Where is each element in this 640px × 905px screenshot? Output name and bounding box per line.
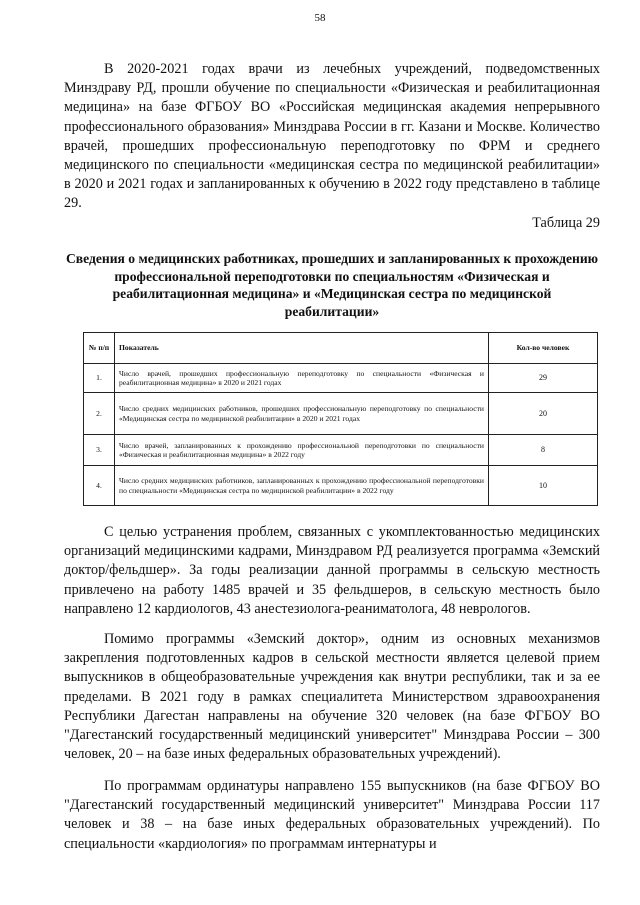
- row-num: 2.: [84, 393, 115, 435]
- page-number: 58: [314, 12, 326, 24]
- table-label: Таблица 29: [532, 215, 600, 231]
- paragraph-zemsky-program: С целью устранения проблем, связанных с укомплектованностью медицинских организаций медицинскими кадрами, Минздравом РД реализуется программа «Земский доктор/фельдшер». За годы реализации данной программы в сельскую местность привлечено на работу 1485 врачей и 35 фельдшеров, в сельскую местность было направлено 12 кардиологов, 43 анестезиолога-реаниматолога, 48 неврологов.: [64, 524, 600, 617]
- paragraph-residency: По программам ординатуры направлено 155 выпускников (на базе ФГБОУ ВО "Дагестанский государственный медицинский университет" Минздрава России 117 человек и 38 – на базе иных федеральных образовательных учреждений). По специальности «кардиология» по программам интернатуры и: [64, 778, 600, 852]
- header-count: Кол-во человек: [489, 333, 598, 364]
- header-indicator: Показатель: [115, 333, 489, 364]
- paragraph-intro: В 2020-2021 годах врачи из лечебных учреждений, подведомственных Минздраву РД, прошли обучение по специальности «Физическая и реабилитационная медицина» на базе ФГБОУ ВО «Российская медицинская академия непрерывного профессионального образования» Минздрава России в гг. Казани и Москве. Количество врачей, прошедших профессиональную переподготовку по ФРМ и среднего медицинского по специальности «медицинская сестра по медицинской реабилитации» в 2020 и 2021 годах и запланированных к обучению в 2022 году представлено в таблице 29.: [64, 61, 600, 212]
- retraining-table: [83, 332, 598, 506]
- table-row: [84, 364, 598, 393]
- row-indicator: Число врачей, прошедших профессиональную переподготовку по специальности «Физическая и реабилитационная медицина» в 2020 и 2021 годах: [115, 364, 489, 393]
- row-count: 20: [489, 393, 598, 435]
- row-indicator: Число врачей, запланированных к прохождению профессиональной переподготовки по специальности «Физическая и реабилитационная медицина» в 2022 году: [115, 435, 489, 466]
- header-num: № п/п: [84, 333, 115, 364]
- row-num: 3.: [84, 435, 115, 466]
- row-count: 8: [489, 435, 598, 466]
- paragraph-targeted-admission: Помимо программы «Земский доктор», одним из основных механизмов закрепления подготовленных кадров в сельской местности является целевой прием выпускников в общеобразовательные учреждения как внутри республики, так и за ее пределами. В 2021 году в рамках специалитета Министерством здравоохранения Республики Дагестан направлены на обучение 320 человек (на базе ФГБОУ ВО "Дагестанский государственный медицинский университет" Минздрава России – 300 человек, 20 – на базе иных федеральных образовательных учреждений).: [64, 631, 600, 763]
- table-row: [84, 435, 598, 466]
- table-row: [84, 466, 598, 506]
- table-title: Сведения о медицинских работниках, прошедших и запланированных к прохождению профессиональной переподготовки по специальностям «Физическая и реабилитационная медицина» и «Медицинская сестра по медицинской реабилитации»: [65, 251, 599, 319]
- row-num: 1.: [84, 364, 115, 393]
- row-count: 10: [489, 466, 598, 506]
- table-header-row: [84, 333, 598, 364]
- table-row: [84, 393, 598, 435]
- row-num: 4.: [84, 466, 115, 506]
- row-indicator: Число средних медицинских работников, запланированных к прохождению профессиональной переподготовки по специальности «Медицинская сестра по медицинской реабилитации» в 2022 году: [115, 466, 489, 506]
- row-count: 29: [489, 364, 598, 393]
- row-indicator: Число средних медицинских работников, прошедших профессиональную переподготовку по специальности «Медицинская сестра по медицинской реабилитации» в 2020 и 2021 годах: [115, 393, 489, 435]
